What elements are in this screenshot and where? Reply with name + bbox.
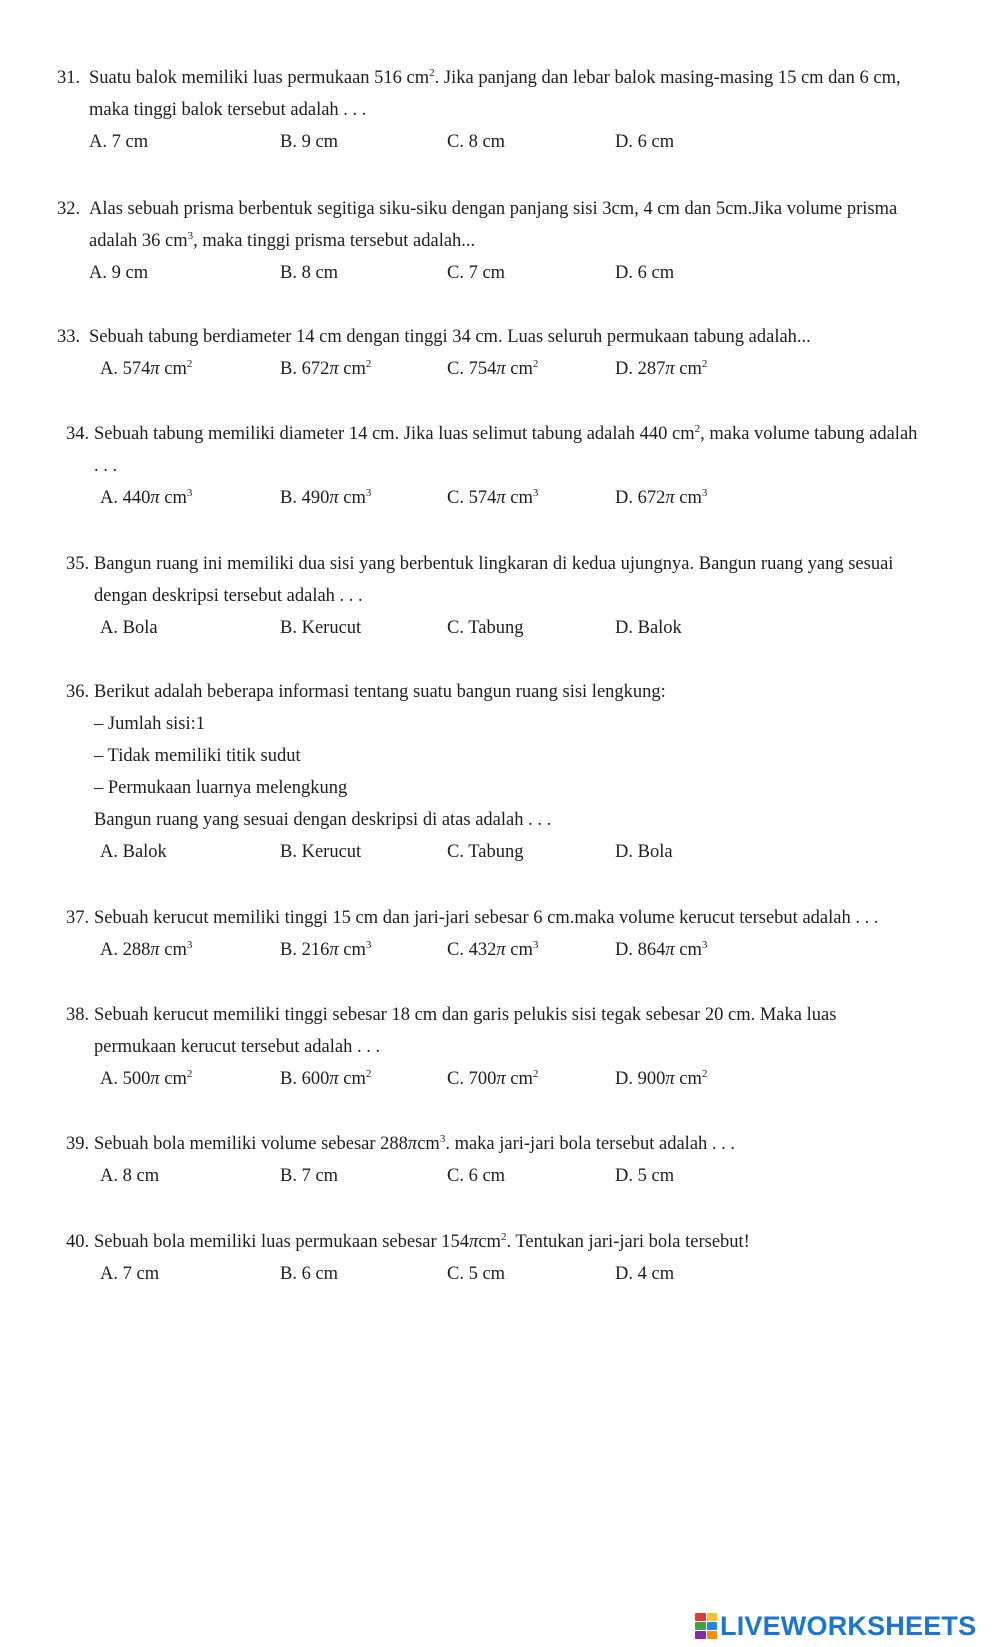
logo-text: LIVEWORKSHEETS: [720, 1610, 977, 1641]
answer-option-a[interactable]: A. 9 cm: [89, 263, 149, 283]
question-text-line: Suatu balok memiliki luas permukaan 516 $cm^2$. Jika panjang dan lebar balok masing-masing 15 cm dan 6 cm,: [89, 67, 901, 88]
liveworksheets-logo-icon: [695, 1613, 717, 1639]
liveworksheets-logo: [695, 1611, 976, 1641]
answer-option-b[interactable]: B. 7 cm: [280, 1166, 339, 1186]
question-text-line: Bangun ruang ini memiliki dua sisi yang berbentuk lingkaran di kedua ujungnya. Bangun ruang yang sesuai: [94, 554, 894, 574]
question-text-line: – Tidak memiliki titik sudut: [94, 746, 301, 766]
answer-option-b[interactable]: B. 8 cm: [280, 263, 339, 283]
answer-option-d[interactable]: D. 6 cm: [615, 263, 675, 283]
answer-option-a[interactable]: A. 8 cm: [100, 1166, 160, 1186]
question-text-line: adalah 36 $cm^3$, maka tinggi prisma tersebut adalah...: [89, 230, 476, 251]
answer-option-c[interactable]: C. 7 cm: [447, 263, 506, 283]
answer-option-d[interactable]: D. 5 cm: [615, 1166, 675, 1186]
question-text-line: Alas sebuah prisma berbentuk segitiga siku-siku dengan panjang sisi 3cm, 4 cm dan 5cm.Jika volume prisma: [89, 199, 898, 219]
question-text-line: . . .: [94, 456, 118, 476]
question-text-line: maka tinggi balok tersebut adalah . . .: [89, 100, 367, 120]
answer-option-a[interactable]: A. Bola: [100, 618, 158, 638]
answer-option-d[interactable]: D. Bola: [615, 842, 673, 862]
question-number: 37.: [66, 908, 90, 928]
question-number: 33.: [57, 327, 81, 347]
question-text-line: Sebuah bola memiliki volume sebesar 288πcm$^3$. maka jari-jari bola tersebut adalah . . .: [94, 1133, 736, 1154]
question-text-line: Sebuah kerucut memiliki tinggi 15 cm dan jari-jari sebesar 6 cm.maka volume kerucut tersebut adalah . . .: [94, 908, 879, 928]
answer-option-c[interactable]: C. 432π $cm^3$: [447, 939, 539, 960]
answer-option-c[interactable]: C. 5 cm: [447, 1264, 506, 1284]
answer-option-b[interactable]: B. 216π $cm^3$: [280, 939, 372, 960]
question-text-line: dengan deskripsi tersebut adalah . . .: [94, 586, 363, 606]
answer-option-a[interactable]: A. 574π $cm^2$: [100, 358, 193, 379]
question-text-line: Sebuah bola memiliki luas permukaan sebesar 154πcm$^2$. Tentukan jari-jari bola tersebut!: [94, 1231, 750, 1252]
answer-option-b[interactable]: B. 672π $cm^2$: [280, 358, 372, 379]
answer-option-c[interactable]: C. 6 cm: [447, 1166, 506, 1186]
answer-option-a[interactable]: A. 7 cm: [89, 132, 149, 152]
answer-option-d[interactable]: D. 672π $cm^3$: [615, 487, 708, 508]
question-text-line: Sebuah tabung memiliki diameter 14 cm. Jika luas selimut tabung adalah 440 $cm^2$, maka volume tabung adalah: [94, 423, 918, 444]
question-number: 38.: [66, 1005, 90, 1025]
answer-option-d[interactable]: D. 4 cm: [615, 1264, 675, 1284]
question-number: 40.: [66, 1232, 90, 1252]
answer-option-b[interactable]: B. 9 cm: [280, 132, 339, 152]
logo-square: [707, 1613, 718, 1621]
question-number: 34.: [66, 424, 90, 444]
answer-option-a[interactable]: A. 440π $cm^3$: [100, 487, 193, 508]
answer-option-a[interactable]: A. 288π $cm^3$: [100, 939, 193, 960]
logo-square: [707, 1622, 718, 1630]
logo-square: [695, 1622, 706, 1630]
question-text-line: Berikut adalah beberapa informasi tentang suatu bangun ruang sisi lengkung:: [94, 682, 666, 702]
answer-option-c[interactable]: C. Tabung: [447, 618, 524, 638]
question-number: 31.: [57, 68, 81, 88]
answer-option-d[interactable]: D. 6 cm: [615, 132, 675, 152]
answer-option-d[interactable]: D. 287π $cm^2$: [615, 358, 708, 379]
question-text-line: Bangun ruang yang sesuai dengan deskripsi di atas adalah . . .: [94, 810, 552, 830]
logo-square: [695, 1613, 706, 1621]
logo-square: [695, 1631, 706, 1639]
answer-option-b[interactable]: B. Kerucut: [280, 842, 362, 862]
answer-option-c[interactable]: C. Tabung: [447, 842, 524, 862]
answer-option-d[interactable]: D. Balok: [615, 618, 682, 638]
question-number: 32.: [57, 199, 81, 219]
answer-option-b[interactable]: B. Kerucut: [280, 618, 362, 638]
answer-option-a[interactable]: A. 7 cm: [100, 1264, 160, 1284]
answer-option-c[interactable]: C. 8 cm: [447, 132, 506, 152]
question-text-line: permukaan kerucut tersebut adalah . . .: [94, 1037, 381, 1057]
answer-option-c[interactable]: C. 700π $cm^2$: [447, 1068, 539, 1089]
answer-option-c[interactable]: C. 754π $cm^2$: [447, 358, 539, 379]
answer-option-b[interactable]: B. 6 cm: [280, 1264, 339, 1284]
logo-square: [707, 1631, 718, 1639]
question-text-line: – Jumlah sisi:1: [94, 714, 206, 734]
question-number: 39.: [66, 1134, 90, 1154]
answer-option-b[interactable]: B. 600π $cm^2$: [280, 1068, 372, 1089]
question-text-line: – Permukaan luarnya melengkung: [94, 778, 348, 798]
answer-option-d[interactable]: D. 864π $cm^3$: [615, 939, 708, 960]
answer-option-d[interactable]: D. 900π $cm^2$: [615, 1068, 708, 1089]
answer-option-c[interactable]: C. 574π $cm^3$: [447, 487, 539, 508]
answer-option-a[interactable]: A. Balok: [100, 842, 167, 862]
question-text-line: Sebuah kerucut memiliki tinggi sebesar 18 cm dan garis pelukis sisi tegak sebesar 20 cm. Maka luas: [94, 1005, 837, 1025]
question-number: 36.: [66, 682, 90, 702]
answer-option-a[interactable]: A. 500π $cm^2$: [100, 1068, 193, 1089]
question-text-line: Sebuah tabung berdiameter 14 cm dengan tinggi 34 cm. Luas seluruh permukaan tabung adalah...: [89, 327, 811, 347]
question-number: 35.: [66, 554, 90, 574]
answer-option-b[interactable]: B. 490π $cm^3$: [280, 487, 372, 508]
